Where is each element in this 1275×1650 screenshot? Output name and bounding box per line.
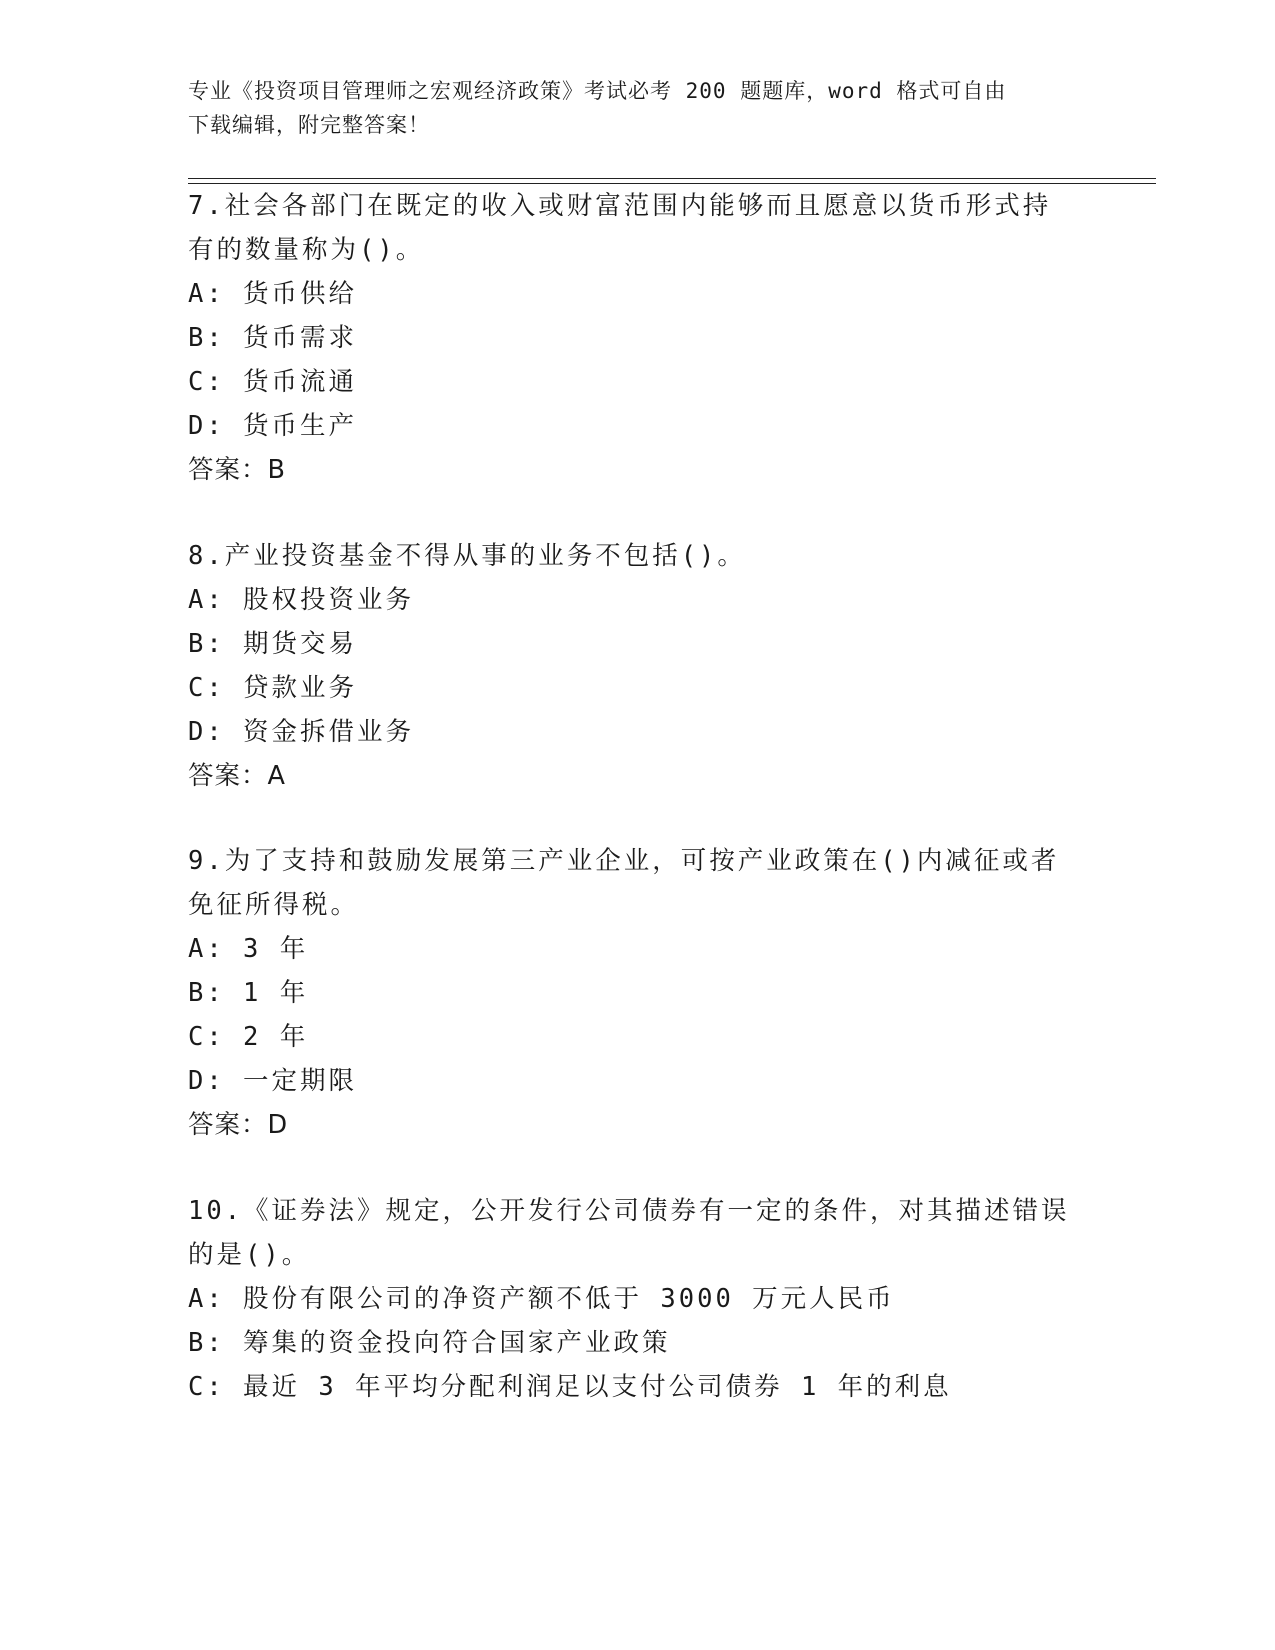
question-8-stem-line-1: 8.产业投资基金不得从事的业务不包括()。 [188,541,746,571]
question-8-option-a: A: 股权投资业务 [188,585,415,615]
question-10-stem-line-1: 10.《证券法》规定，公开发行公司债券有一定的条件，对其描述错误 [188,1196,1070,1226]
question-10-stem-line-2: 的是()。 [188,1240,311,1270]
question-7-stem-line-1: 7.社会各部门在既定的收入或财富范围内能够而且愿意以货币形式持 [188,191,1052,221]
document-header [188,74,1068,142]
question-9-option-a: A: 3 年 [188,934,309,964]
question-9-stem-line-1: 9.为了支持和鼓励发展第三产业企业，可按产业政策在()内减征或者 [188,846,1060,876]
question-9-answer: 答案：D [188,1110,289,1140]
header-divider-bottom [188,183,1156,184]
question-8-option-c: C: 贷款业务 [188,673,358,703]
header-line-1: 专业《投资项目管理师之宏观经济政策》考试必考 200 题题库，word 格式可自由 [188,79,1007,103]
question-8-answer: 答案：A [188,761,286,791]
header-divider-top [188,178,1156,179]
question-7-option-a: A: 货币供给 [188,279,358,309]
question-9-stem-line-2: 免征所得税。 [188,890,360,920]
question-10-option-b: B: 筹集的资金投向符合国家产业政策 [188,1328,671,1358]
question-10-option-a: A: 股份有限公司的净资产额不低于 3000 万元人民币 [188,1284,895,1314]
question-7-stem-line-2: 有的数量称为()。 [188,235,425,265]
question-8-option-b: B: 期货交易 [188,629,358,659]
question-9-option-c: C: 2 年 [188,1022,309,1052]
header-line-2: 下载编辑，附完整答案！ [188,113,430,137]
question-7-option-c: C: 货币流通 [188,367,358,397]
question-9-option-b: B: 1 年 [188,978,309,1008]
question-9-option-d: D: 一定期限 [188,1066,358,1096]
question-7-option-b: B: 货币需求 [188,323,358,353]
question-8-option-d: D: 资金拆借业务 [188,717,415,747]
question-7-option-d: D: 货币生产 [188,411,358,441]
question-10-option-c: C: 最近 3 年平均分配利润足以支付公司债券 1 年的利息 [188,1372,952,1402]
question-7-answer: 答案：B [188,455,286,485]
